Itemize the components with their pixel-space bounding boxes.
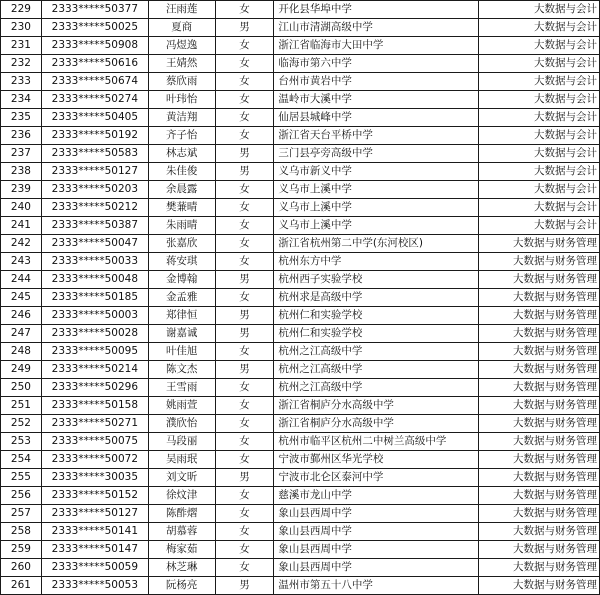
gender-cell: 女 xyxy=(215,127,274,145)
exam-id-cell: 2333*****50033 xyxy=(41,253,148,271)
table-row xyxy=(1,1,600,19)
gender-cell: 女 xyxy=(215,91,274,109)
student-name-cell: 濮欣怡 xyxy=(148,415,215,433)
school-cell: 象山县西周中学 xyxy=(274,559,479,577)
row-number-cell: 232 xyxy=(1,55,42,73)
exam-id-cell: 2333*****50203 xyxy=(41,181,148,199)
gender-cell: 女 xyxy=(215,73,274,91)
major-cell: 大数据与会计 xyxy=(479,127,600,145)
student-name-cell: 谢嘉诚 xyxy=(148,325,215,343)
exam-id-cell: 2333*****50141 xyxy=(41,523,148,541)
gender-cell: 女 xyxy=(215,181,274,199)
gender-cell: 男 xyxy=(215,271,274,289)
school-cell: 浙江省杭州第二中学(东河校区) xyxy=(274,235,479,253)
row-number-cell: 259 xyxy=(1,541,42,559)
table-row xyxy=(1,145,600,163)
student-name-cell: 林志斌 xyxy=(148,145,215,163)
table-row xyxy=(1,541,600,559)
row-number-cell: 252 xyxy=(1,415,42,433)
gender-cell: 女 xyxy=(215,289,274,307)
exam-id-cell: 2333*****50908 xyxy=(41,37,148,55)
major-cell: 大数据与会计 xyxy=(479,55,600,73)
gender-cell: 女 xyxy=(215,55,274,73)
school-cell: 三门县亭旁高级中学 xyxy=(274,145,479,163)
school-cell: 温岭市大溪中学 xyxy=(274,91,479,109)
table-row xyxy=(1,469,600,487)
school-cell: 象山县西周中学 xyxy=(274,541,479,559)
major-cell: 大数据与财务管理 xyxy=(479,433,600,451)
student-name-cell: 徐炆津 xyxy=(148,487,215,505)
table-row xyxy=(1,127,600,145)
exam-id-cell: 2333*****50158 xyxy=(41,397,148,415)
student-name-cell: 蒋安琪 xyxy=(148,253,215,271)
table-row xyxy=(1,163,600,181)
row-number-cell: 237 xyxy=(1,145,42,163)
student-name-cell: 黄洁翔 xyxy=(148,109,215,127)
row-number-cell: 255 xyxy=(1,469,42,487)
school-cell: 杭州之江高级中学 xyxy=(274,361,479,379)
exam-id-cell: 2333*****50075 xyxy=(41,433,148,451)
school-cell: 慈溪市龙山中学 xyxy=(274,487,479,505)
gender-cell: 男 xyxy=(215,19,274,37)
table-row xyxy=(1,217,600,235)
exam-id-cell: 2333*****50271 xyxy=(41,415,148,433)
gender-cell: 女 xyxy=(215,199,274,217)
gender-cell: 女 xyxy=(215,109,274,127)
row-number-cell: 233 xyxy=(1,73,42,91)
school-cell: 宁波市北仑区泰河中学 xyxy=(274,469,479,487)
school-cell: 仙居县城峰中学 xyxy=(274,109,479,127)
school-cell: 杭州之江高级中学 xyxy=(274,343,479,361)
exam-id-cell: 2333*****50152 xyxy=(41,487,148,505)
major-cell: 大数据与会计 xyxy=(479,91,600,109)
school-cell: 象山县西周中学 xyxy=(274,523,479,541)
exam-id-cell: 2333*****50405 xyxy=(41,109,148,127)
student-name-cell: 张嘉欣 xyxy=(148,235,215,253)
student-name-cell: 姚雨萱 xyxy=(148,397,215,415)
major-cell: 大数据与财务管理 xyxy=(479,559,600,577)
major-cell: 大数据与财务管理 xyxy=(479,541,600,559)
student-name-cell: 马段丽 xyxy=(148,433,215,451)
row-number-cell: 238 xyxy=(1,163,42,181)
student-name-cell: 王雪雨 xyxy=(148,379,215,397)
table-row xyxy=(1,181,600,199)
student-name-cell: 余晨露 xyxy=(148,181,215,199)
table-row xyxy=(1,451,600,469)
school-cell: 义乌市上溪中学 xyxy=(274,181,479,199)
row-number-cell: 258 xyxy=(1,523,42,541)
gender-cell: 男 xyxy=(215,145,274,163)
school-cell: 杭州求是高级中学 xyxy=(274,289,479,307)
gender-cell: 男 xyxy=(215,307,274,325)
gender-cell: 女 xyxy=(215,217,274,235)
gender-cell: 女 xyxy=(215,253,274,271)
student-name-cell: 朱雨晴 xyxy=(148,217,215,235)
row-number-cell: 230 xyxy=(1,19,42,37)
exam-id-cell: 2333*****50028 xyxy=(41,325,148,343)
gender-cell: 男 xyxy=(215,361,274,379)
row-number-cell: 256 xyxy=(1,487,42,505)
major-cell: 大数据与会计 xyxy=(479,19,600,37)
major-cell: 大数据与财务管理 xyxy=(479,505,600,523)
student-name-cell: 王婧然 xyxy=(148,55,215,73)
school-cell: 浙江省桐庐分水高级中学 xyxy=(274,415,479,433)
table-row xyxy=(1,361,600,379)
gender-cell: 女 xyxy=(215,523,274,541)
gender-cell: 女 xyxy=(215,505,274,523)
table-row xyxy=(1,91,600,109)
major-cell: 大数据与会计 xyxy=(479,73,600,91)
student-name-cell: 蔡欣雨 xyxy=(148,73,215,91)
gender-cell: 女 xyxy=(215,541,274,559)
table-row xyxy=(1,289,600,307)
row-number-cell: 249 xyxy=(1,361,42,379)
student-name-cell: 叶佳旭 xyxy=(148,343,215,361)
student-name-cell: 林芝琳 xyxy=(148,559,215,577)
table-row xyxy=(1,73,600,91)
exam-id-cell: 2333*****50003 xyxy=(41,307,148,325)
student-name-cell: 冯煜逸 xyxy=(148,37,215,55)
school-cell: 杭州之江高级中学 xyxy=(274,379,479,397)
major-cell: 大数据与财务管理 xyxy=(479,343,600,361)
row-number-cell: 261 xyxy=(1,577,42,595)
row-number-cell: 243 xyxy=(1,253,42,271)
exam-id-cell: 2333*****50185 xyxy=(41,289,148,307)
student-name-cell: 金孟雅 xyxy=(148,289,215,307)
school-cell: 杭州西子实验学校 xyxy=(274,271,479,289)
major-cell: 大数据与会计 xyxy=(479,181,600,199)
major-cell: 大数据与财务管理 xyxy=(479,577,600,595)
major-cell: 大数据与财务管理 xyxy=(479,523,600,541)
row-number-cell: 244 xyxy=(1,271,42,289)
school-cell: 宁波市鄞州区华光学校 xyxy=(274,451,479,469)
school-cell: 杭州东方中学 xyxy=(274,253,479,271)
gender-cell: 女 xyxy=(215,37,274,55)
exam-id-cell: 2333*****50048 xyxy=(41,271,148,289)
major-cell: 大数据与财务管理 xyxy=(479,325,600,343)
table-row xyxy=(1,397,600,415)
school-cell: 浙江省临海市大田中学 xyxy=(274,37,479,55)
gender-cell: 女 xyxy=(215,451,274,469)
major-cell: 大数据与财务管理 xyxy=(479,235,600,253)
student-name-cell: 金博翰 xyxy=(148,271,215,289)
table-row xyxy=(1,253,600,271)
exam-id-cell: 2333*****50095 xyxy=(41,343,148,361)
school-cell: 江山市清湖高级中学 xyxy=(274,19,479,37)
exam-id-cell: 2333*****50214 xyxy=(41,361,148,379)
school-cell: 临海市第六中学 xyxy=(274,55,479,73)
school-cell: 杭州仁和实验学校 xyxy=(274,307,479,325)
exam-id-cell: 2333*****50616 xyxy=(41,55,148,73)
table-row xyxy=(1,109,600,127)
row-number-cell: 236 xyxy=(1,127,42,145)
major-cell: 大数据与财务管理 xyxy=(479,361,600,379)
row-number-cell: 245 xyxy=(1,289,42,307)
student-name-cell: 陈文杰 xyxy=(148,361,215,379)
table-row xyxy=(1,307,600,325)
major-cell: 大数据与财务管理 xyxy=(479,289,600,307)
student-name-cell: 夏商 xyxy=(148,19,215,37)
exam-id-cell: 2333*****50192 xyxy=(41,127,148,145)
exam-id-cell: 2333*****50377 xyxy=(41,1,148,19)
table-row xyxy=(1,199,600,217)
student-name-cell: 胡慕蓉 xyxy=(148,523,215,541)
table-row xyxy=(1,433,600,451)
major-cell: 大数据与会计 xyxy=(479,163,600,181)
table-row xyxy=(1,235,600,253)
row-number-cell: 242 xyxy=(1,235,42,253)
gender-cell: 女 xyxy=(215,1,274,19)
exam-id-cell: 2333*****50025 xyxy=(41,19,148,37)
gender-cell: 男 xyxy=(215,577,274,595)
gender-cell: 男 xyxy=(215,469,274,487)
table-row xyxy=(1,325,600,343)
school-cell: 浙江省天台平桥中学 xyxy=(274,127,479,145)
student-name-cell: 阮杨亮 xyxy=(148,577,215,595)
student-name-cell: 吴雨珉 xyxy=(148,451,215,469)
row-number-cell: 250 xyxy=(1,379,42,397)
exam-id-cell: 2333*****50583 xyxy=(41,145,148,163)
table-row xyxy=(1,415,600,433)
row-number-cell: 260 xyxy=(1,559,42,577)
major-cell: 大数据与财务管理 xyxy=(479,451,600,469)
exam-id-cell: 2333*****50127 xyxy=(41,163,148,181)
exam-id-cell: 2333*****50059 xyxy=(41,559,148,577)
exam-id-cell: 2333*****50674 xyxy=(41,73,148,91)
student-name-cell: 齐子怡 xyxy=(148,127,215,145)
admission-list-body xyxy=(1,1,600,595)
major-cell: 大数据与财务管理 xyxy=(479,379,600,397)
table-row xyxy=(1,559,600,577)
row-number-cell: 241 xyxy=(1,217,42,235)
table-row xyxy=(1,37,600,55)
table-row xyxy=(1,577,600,595)
row-number-cell: 239 xyxy=(1,181,42,199)
gender-cell: 女 xyxy=(215,379,274,397)
exam-id-cell: 2333*****50147 xyxy=(41,541,148,559)
student-name-cell: 陈酢熠 xyxy=(148,505,215,523)
major-cell: 大数据与会计 xyxy=(479,1,600,19)
student-name-cell: 刘文昕 xyxy=(148,469,215,487)
student-name-cell: 梅家茹 xyxy=(148,541,215,559)
major-cell: 大数据与财务管理 xyxy=(479,469,600,487)
school-cell: 义乌市上溪中学 xyxy=(274,217,479,235)
row-number-cell: 240 xyxy=(1,199,42,217)
gender-cell: 女 xyxy=(215,235,274,253)
table-row xyxy=(1,487,600,505)
row-number-cell: 247 xyxy=(1,325,42,343)
gender-cell: 男 xyxy=(215,325,274,343)
exam-id-cell: 2333*****50047 xyxy=(41,235,148,253)
table-row xyxy=(1,19,600,37)
major-cell: 大数据与财务管理 xyxy=(479,271,600,289)
exam-id-cell: 2333*****50296 xyxy=(41,379,148,397)
student-name-cell: 汪雨莲 xyxy=(148,1,215,19)
gender-cell: 女 xyxy=(215,433,274,451)
school-cell: 义乌市新义中学 xyxy=(274,163,479,181)
exam-id-cell: 2333*****50053 xyxy=(41,577,148,595)
school-cell: 开化县华埠中学 xyxy=(274,1,479,19)
school-cell: 义乌市上溪中学 xyxy=(274,199,479,217)
student-name-cell: 郑律恒 xyxy=(148,307,215,325)
major-cell: 大数据与会计 xyxy=(479,217,600,235)
table-row xyxy=(1,55,600,73)
row-number-cell: 231 xyxy=(1,37,42,55)
exam-id-cell: 2333*****50274 xyxy=(41,91,148,109)
school-cell: 浙江省桐庐分水高级中学 xyxy=(274,397,479,415)
major-cell: 大数据与会计 xyxy=(479,37,600,55)
school-cell: 台州市黄岩中学 xyxy=(274,73,479,91)
student-name-cell: 樊蒹晴 xyxy=(148,199,215,217)
student-name-cell: 朱佳俊 xyxy=(148,163,215,181)
row-number-cell: 253 xyxy=(1,433,42,451)
row-number-cell: 257 xyxy=(1,505,42,523)
row-number-cell: 229 xyxy=(1,1,42,19)
gender-cell: 女 xyxy=(215,559,274,577)
major-cell: 大数据与财务管理 xyxy=(479,415,600,433)
exam-id-cell: 2333*****50127 xyxy=(41,505,148,523)
major-cell: 大数据与会计 xyxy=(479,109,600,127)
major-cell: 大数据与会计 xyxy=(479,145,600,163)
student-name-cell: 叶玮怡 xyxy=(148,91,215,109)
row-number-cell: 254 xyxy=(1,451,42,469)
row-number-cell: 251 xyxy=(1,397,42,415)
school-cell: 杭州仁和实验学校 xyxy=(274,325,479,343)
exam-id-cell: 2333*****50212 xyxy=(41,199,148,217)
gender-cell: 女 xyxy=(215,397,274,415)
school-cell: 杭州市临平区杭州二中树兰高级中学 xyxy=(274,433,479,451)
exam-id-cell: 2333*****30035 xyxy=(41,469,148,487)
table-row xyxy=(1,505,600,523)
school-cell: 象山县西周中学 xyxy=(274,505,479,523)
school-cell: 温州市第五十八中学 xyxy=(274,577,479,595)
row-number-cell: 235 xyxy=(1,109,42,127)
gender-cell: 女 xyxy=(215,487,274,505)
major-cell: 大数据与财务管理 xyxy=(479,307,600,325)
major-cell: 大数据与会计 xyxy=(479,199,600,217)
exam-id-cell: 2333*****50387 xyxy=(41,217,148,235)
row-number-cell: 234 xyxy=(1,91,42,109)
table-row xyxy=(1,379,600,397)
row-number-cell: 248 xyxy=(1,343,42,361)
gender-cell: 男 xyxy=(215,163,274,181)
exam-id-cell: 2333*****50072 xyxy=(41,451,148,469)
row-number-cell: 246 xyxy=(1,307,42,325)
table-row xyxy=(1,271,600,289)
gender-cell: 女 xyxy=(215,415,274,433)
table-row xyxy=(1,343,600,361)
major-cell: 大数据与财务管理 xyxy=(479,397,600,415)
table-row xyxy=(1,523,600,541)
major-cell: 大数据与财务管理 xyxy=(479,487,600,505)
major-cell: 大数据与财务管理 xyxy=(479,253,600,271)
gender-cell: 女 xyxy=(215,343,274,361)
